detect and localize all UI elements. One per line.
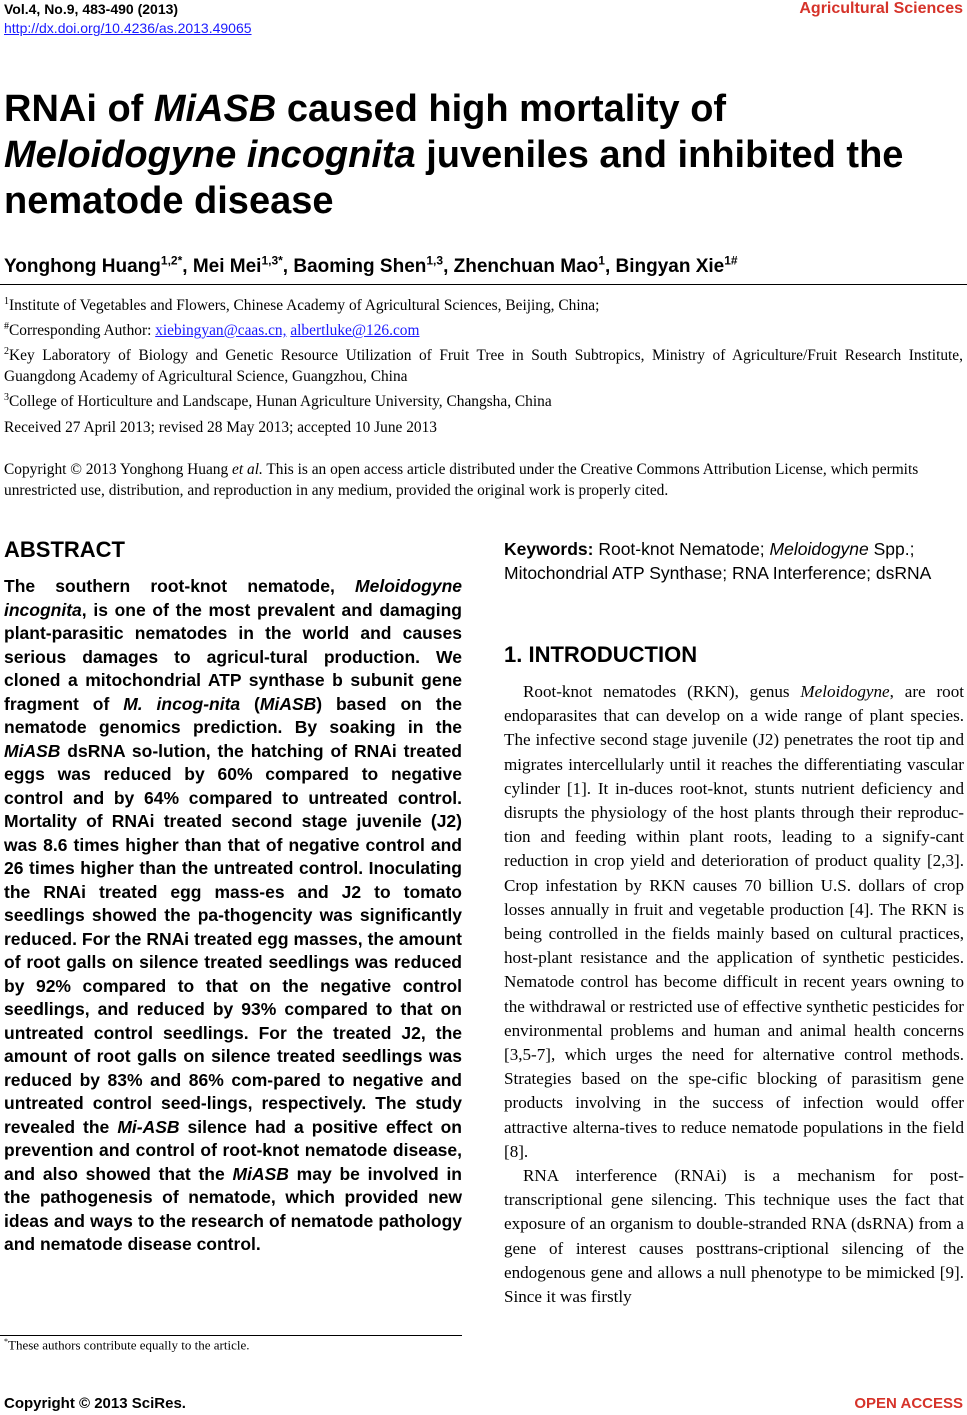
journal-name: Agricultural Sciences (799, 0, 963, 17)
affiliations (4, 291, 963, 413)
paragraph: Root-knot nematodes (RKN), genus Meloidogyne, are root endoparasites that can develop on a wide range of plant species. The infective second stage juvenile (J2) penetrates the root tip and migrates intercellularly until it reaches the differentiating vascular cylinder [1]. It in-duces root-knot, stunts nutrient deficiency and disrupts the physiology of the host plants through their reproduc-tion and feeding within plant roots, leading to a signify-cant reduction in crop yield and deterioration of product quality [2,3]. Crop infestation by RKN causes 70 billion U.S. dollars of crop losses annually in fruit and vegetable production [4]. The RKN is being controlled in the fields mainly based on cultural practices, host-plant resistance and the application of synthetic pesticides. Nematode control has become difficult in recent years owning to the withdrawal or restricted use of effective synthetic pesticides for environmental problems and human and animal health concerns [3,5-7], which urges the need for alternative control methods. Strategies based on the spe-cific blocking of parasitism gene products involving in the success of infection would offer attractive alterna-tives to reduce nematode populations in the field [8]. (504, 682, 964, 1161)
paper-title (4, 86, 904, 224)
author: Bingyan Xie$^{1\#}$ (615, 254, 738, 278)
affiliation-3: $^3$College of Horticulture and Landscape, Hunan Agriculture University, Changsha, China (4, 392, 552, 411)
title-part: RNAi of (4, 88, 154, 130)
footer-copyright: Copyright © 2013 SciRes. (4, 1395, 186, 1412)
footnote: *These authors contribute equally to the article. (4, 1337, 250, 1353)
corresponding-author: #Corresponding Author: xiebingyan@caas.cn, albertluke@126.com (4, 321, 420, 340)
author-list (4, 254, 738, 278)
received-dates: Received 27 April 2013; revised 28 May 2013; accepted 10 June 2013 (4, 419, 437, 436)
title-species: Meloidogyne incognita (4, 134, 416, 176)
divider (0, 284, 967, 285)
footer-open-access: OPEN ACCESS (854, 1395, 963, 1412)
doi-link[interactable]: http://dx.doi.org/10.4236/as.2013.49065 (4, 20, 252, 36)
author: Zhenchuan Mao$^1$, (453, 254, 616, 278)
title-part: caused high mortality of (276, 88, 727, 130)
email-link[interactable]: xiebingyan@caas.cn, (155, 322, 287, 340)
paragraph: RNA interference (RNAi) is a mechanism for post-transcriptional gene silencing. This technique uses the fact that exposure of an organism to double-stranded RNA (dsRNA) from a gene of interest causes posttrans-criptional silencing of the endogenous gene and allows a null phenotype to be mimicked [9]. Since it was firstly (504, 1166, 964, 1307)
affiliation-1: $^1$Institute of Vegetables and Flowers, Chinese Academy of Agricultural Sciences, Beijing, China; (4, 296, 600, 315)
affiliation-2: $^2$Key Laboratory of Biology and Genetic Resource Utilization of Fruit Tree in South Subtropics, Ministry of Agriculture/Fruit Research Institute, Guangdong Academy of Agricultural Science, Guangzhou, China (4, 346, 963, 386)
author: Yonghong Huang$^{1,2*}$, (4, 254, 193, 278)
keywords: Keywords: Root-knot Nematode; Meloidogyne Spp.; Mitochondrial ATP Synthase; RNA Interference; dsRNA (504, 539, 932, 583)
title-part: juveniles and inhibited the nematode disease (4, 134, 904, 222)
abstract-text: The southern root-knot nematode, Meloidogyne incognita, is one of the most prevalent and damaging plant-parasitic nematodes in the world and causes serious damages to agricul-tural production. We cloned a mitochondrial ATP synthase b subunit gene fragment of M. incog-nita (MiASB) based on the nematode genomics prediction. By soaking in the MiASB dsRNA so-lution, the hatching of RNAi treated eggs was reduced by 60% compared to negative control and by 64% compared to untreated control. Mortality of RNAi treated second stage juvenile (J2) was 8.6 times higher than that of negative control and 26 times higher than the untreated control. Inoculating the RNAi treated egg mass-es and J2 to tomato seedlings showed the pa-thogencity was significantly reduced. For the RNAi treated egg masses, the amount of root galls on silence treated seedlings was reduced by 92% compared to that on the negative control seedlings, and reduced by 93% compared to that on untreated control seedlings. For the treated J2, the amount of root galls on silence treated seedlings was reduced by 83% and 86% com-pared to negative and untreated control seed-lings, respectively. The study revealed the Mi-ASB silence had a positive effect on prevention and control of root-knot nematode disease, and also showed that the MiASB may be involved in the pathogenesis of nematode, which provided new ideas and ways to the research of nematode pathology and nematode disease control. (4, 576, 462, 1254)
volume-info: Vol.4, No.9, 483-490 (2013) (4, 1, 179, 17)
author: Mei Mei$^{1,3*}$, (192, 254, 294, 278)
introduction-text (504, 680, 964, 1309)
title-gene: MiASB (153, 88, 277, 130)
footnote-divider (0, 1335, 462, 1336)
abstract-heading: ABSTRACT (4, 537, 125, 562)
keywords-label: Keywords: (504, 539, 594, 559)
email-link[interactable]: albertluke@126.com (290, 322, 420, 340)
running-header (4, 0, 252, 38)
copyright-notice: Copyright © 2013 Yonghong Huang et al. This is an open access article distributed under the Creative Commons Attribution License, which permits unrestricted use, distribution, and reproduction in any medium, provided the original work is properly cited. (4, 461, 919, 499)
author: Baoming Shen$^{1,3}$, (293, 254, 454, 278)
introduction-heading: 1. INTRODUCTION (504, 642, 698, 667)
